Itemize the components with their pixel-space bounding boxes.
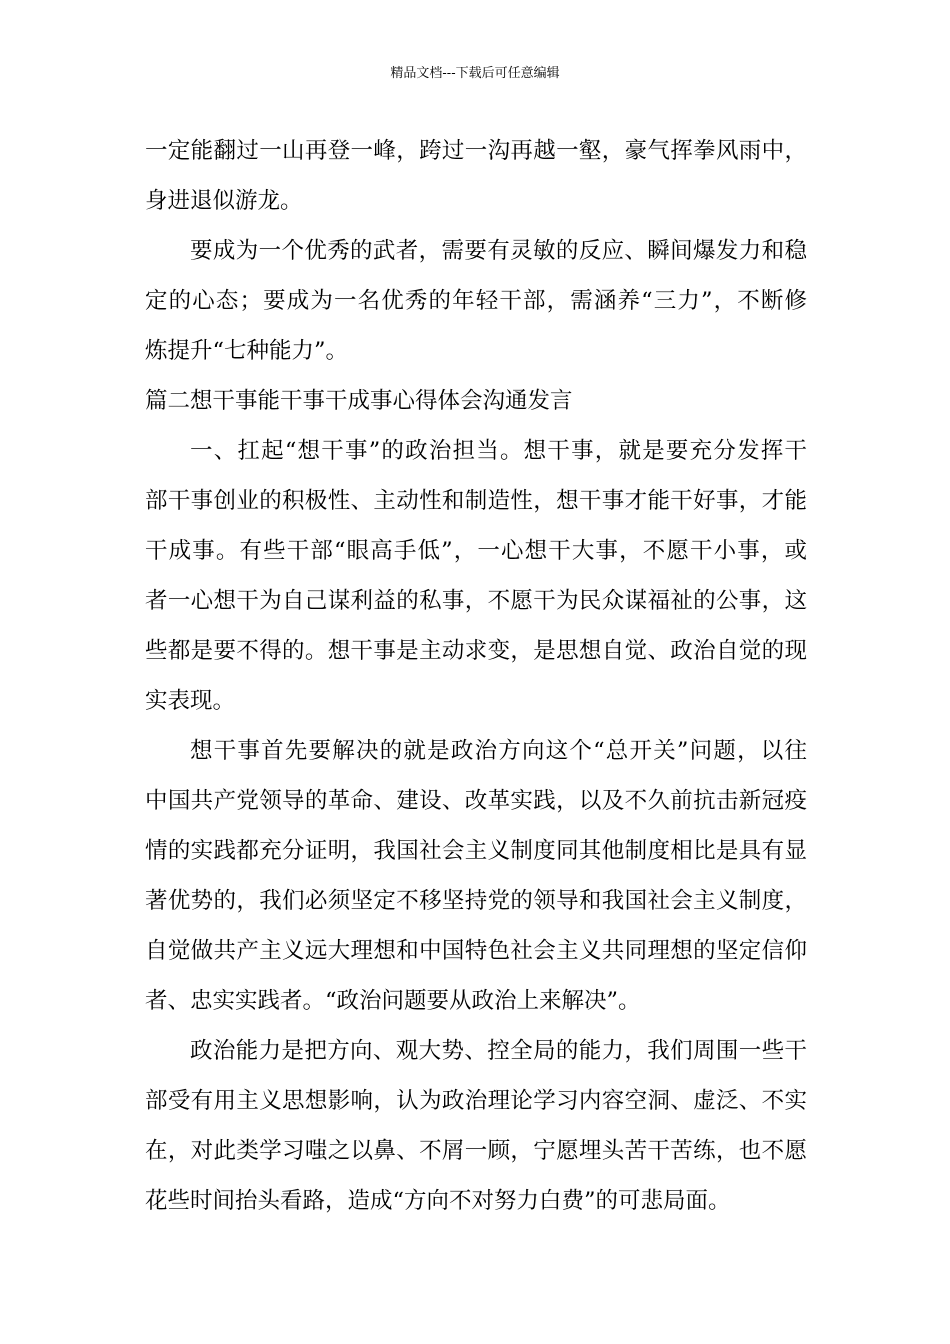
text-line: 部受有用主义思想影响，认为政治理论学习内容空洞、虚泛、不实 — [145, 1088, 807, 1114]
document-body — [145, 126, 807, 1226]
page-header: 精品文档---下载后可任意编辑 — [390, 66, 560, 81]
text-line: 著优势的，我们必须坚定不移坚持党的领导和我国社会主义制度， — [145, 888, 807, 914]
text-line: 实表现。 — [145, 688, 236, 714]
text-line: 要成为一个优秀的武者，需要有灵敏的反应、瞬间爆发力和稳 — [190, 238, 807, 264]
text-line: 者、忠实实践者。“政治问题要从政治上来解决”。 — [145, 988, 641, 1014]
section-heading: 篇二想干事能干事干成事心得体会沟通发言 — [145, 388, 573, 414]
text-line: 自觉做共产主义远大理想和中国特色社会主义共同理想的坚定信仰 — [145, 938, 807, 964]
text-line: 政治能力是把方向、观大势、控全局的能力，我们周围一些干 — [190, 1038, 807, 1064]
text-line: 一、扛起“想干事”的政治担当。想干事，就是要充分发挥干 — [190, 438, 807, 464]
text-line: 定的心态；要成为一名优秀的年轻干部，需涵养“三力”，不断修 — [145, 288, 807, 314]
text-line: 身进退似游龙。 — [145, 188, 303, 214]
text-line: 炼提升“七种能力”。 — [145, 338, 349, 364]
text-line: 部干事创业的积极性、主动性和制造性，想干事才能干好事，才能 — [145, 488, 807, 514]
text-line: 中国共产党领导的革命、建设、改革实践，以及不久前抗击新冠疫 — [145, 788, 807, 814]
text-line: 想干事首先要解决的就是政治方向这个“总开关”问题，以往 — [190, 738, 807, 764]
text-line: 些都是要不得的。想干事是主动求变，是思想自觉、政治自觉的现 — [145, 638, 807, 664]
text-line: 花些时间抬头看路，造成“方向不对努力白费”的可悲局面。 — [145, 1188, 731, 1214]
text-line: 干成事。有些干部“眼高手低”，一心想干大事，不愿干小事，或 — [145, 538, 807, 564]
text-line: 在，对此类学习嗤之以鼻、不屑一顾，宁愿埋头苦干苦练，也不愿 — [145, 1138, 807, 1164]
text-line: 情的实践都充分证明，我国社会主义制度同其他制度相比是具有显 — [145, 838, 807, 864]
text-line: 者一心想干为自己谋利益的私事，不愿干为民众谋福祉的公事，这 — [145, 588, 807, 614]
text-line: 一定能翻过一山再登一峰，跨过一沟再越一壑，豪气挥拳风雨中， — [145, 138, 807, 164]
